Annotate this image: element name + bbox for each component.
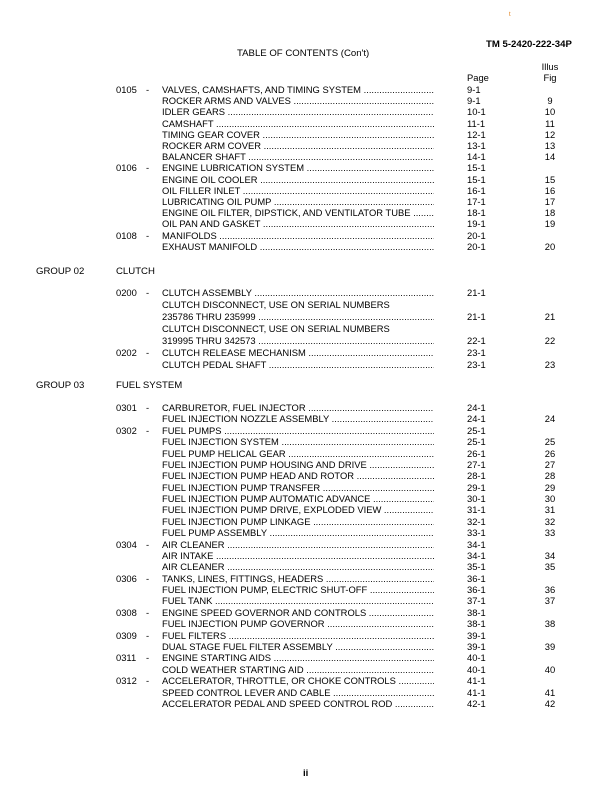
column-header-page: Page bbox=[467, 72, 489, 83]
toc-code: 0106 bbox=[116, 162, 137, 174]
toc-entry-title: ENGINE STARTING AIDS ..... bbox=[162, 652, 434, 663]
toc-entry-title: TANKS, LINES, FITTINGS, HEADERS ..... bbox=[162, 573, 434, 584]
toc-entry-title: ENGINE LUBRICATION SYSTEM ..... bbox=[162, 162, 434, 173]
toc-page-number: 18-1 bbox=[467, 207, 486, 219]
toc-page-number: 27-1 bbox=[467, 458, 486, 470]
toc-page-number: 39-1 bbox=[467, 640, 486, 652]
toc-code: 0306 bbox=[116, 572, 137, 584]
toc-row bbox=[0, 630, 612, 641]
toc-entry-title: LUBRICATING OIL PUMP ..... bbox=[162, 196, 434, 207]
toc-entry-title: FUEL PUMP HELICAL GEAR ..... bbox=[162, 448, 434, 459]
toc-page-number: 23-1 bbox=[467, 346, 486, 358]
toc-code: 0202 bbox=[116, 346, 137, 358]
toc-entry-title: ENGINE OIL COOLER ..... bbox=[162, 174, 434, 185]
toc-row bbox=[0, 448, 612, 459]
toc-row bbox=[0, 84, 612, 95]
toc-dash: - bbox=[146, 652, 150, 664]
toc-entry-title: 319995 THRU 342573 ..... bbox=[162, 335, 434, 346]
toc-row bbox=[0, 436, 612, 447]
toc-row bbox=[0, 118, 612, 129]
toc-row bbox=[0, 573, 612, 584]
toc-dash: - bbox=[146, 402, 150, 413]
toc-fig-number: 42 bbox=[544, 697, 556, 709]
orange-mark: t bbox=[509, 12, 511, 18]
toc-fig-number: 32 bbox=[544, 515, 556, 527]
toc-row bbox=[0, 299, 612, 310]
toc-page-number: 40-1 bbox=[467, 663, 486, 675]
toc-page-number: 14-1 bbox=[467, 151, 486, 163]
toc-page-number: 37-1 bbox=[467, 595, 486, 607]
toc-page-number: 20-1 bbox=[467, 240, 486, 252]
toc-entry-title: MANIFOLDS ..... bbox=[162, 230, 434, 241]
toc-entry-title: CLUTCH DISCONNECT, USE ON SERIAL NUMBERS bbox=[162, 298, 390, 310]
toc-entry-title: 235786 THRU 235999 ..... bbox=[162, 311, 434, 322]
toc-entry-title: FUEL INJECTION SYSTEM ..... bbox=[162, 436, 434, 447]
toc-page-number: 30-1 bbox=[467, 493, 486, 505]
toc-page-number: 17-1 bbox=[467, 196, 486, 207]
toc-page-number: 32-1 bbox=[467, 515, 486, 527]
toc-row bbox=[0, 106, 612, 117]
toc-fig-number: 37 bbox=[544, 595, 556, 607]
toc-row bbox=[0, 493, 612, 504]
toc-entry-title: AIR INTAKE ..... bbox=[162, 550, 434, 561]
toc-entry-title: CARBURETOR, FUEL INJECTOR ..... bbox=[162, 402, 434, 413]
toc-fig-number: 39 bbox=[544, 640, 556, 652]
toc-page-number: 22-1 bbox=[467, 334, 486, 346]
toc-entry-title: FUEL PUMPS ..... bbox=[162, 425, 434, 436]
toc-row bbox=[0, 584, 612, 595]
toc-code: 0311 bbox=[116, 652, 137, 664]
toc-page-number: 24-1 bbox=[467, 402, 486, 413]
toc-dash: - bbox=[146, 424, 150, 436]
toc-row bbox=[0, 335, 612, 346]
toc-fig-number: 24 bbox=[544, 413, 556, 425]
toc-row bbox=[0, 675, 612, 686]
toc-row bbox=[0, 516, 612, 527]
toc-code: 0312 bbox=[116, 675, 137, 687]
toc-row bbox=[0, 470, 612, 481]
toc-row bbox=[0, 402, 612, 413]
toc-row bbox=[0, 311, 612, 322]
toc-entry-title: FUEL PUMP ASSEMBLY ..... bbox=[162, 527, 434, 538]
toc-row bbox=[0, 413, 612, 424]
toc-entry-title: FUEL INJECTION PUMP HEAD AND ROTOR ..... bbox=[162, 470, 434, 481]
toc-row bbox=[0, 207, 612, 218]
toc-entry-title: AIR CLEANER ..... bbox=[162, 561, 434, 572]
toc-entry-title: FUEL INJECTION PUMP LINKAGE ..... bbox=[162, 516, 434, 527]
toc-fig-number: 12 bbox=[544, 128, 556, 140]
toc-fig-number: 35 bbox=[544, 561, 556, 573]
toc-page-number: 39-1 bbox=[467, 629, 486, 641]
toc-page-number: 21-1 bbox=[467, 287, 486, 298]
toc-page-number: 24-1 bbox=[467, 413, 486, 425]
toc-fig-number: 41 bbox=[544, 686, 556, 698]
page-number: ii bbox=[303, 768, 309, 779]
toc-entry-title: IDLER GEARS ..... bbox=[162, 106, 434, 117]
toc-row bbox=[0, 504, 612, 515]
group-label: GROUP 03 bbox=[36, 380, 85, 391]
toc-fig-number: 11 bbox=[545, 117, 555, 129]
toc-entry-title: SPEED CONTROL LEVER AND CABLE ..... bbox=[162, 687, 434, 698]
toc-dash: - bbox=[146, 287, 150, 298]
toc-row bbox=[0, 287, 612, 298]
toc-page-number: 36-1 bbox=[467, 584, 486, 596]
toc-entry-title: FUEL FILTERS ..... bbox=[162, 630, 434, 641]
toc-dash: - bbox=[146, 675, 150, 687]
toc-code: 0301 bbox=[116, 402, 137, 413]
toc-dash: - bbox=[146, 84, 150, 95]
toc-page-number: 34-1 bbox=[467, 538, 486, 550]
toc-row bbox=[0, 607, 612, 618]
toc-row bbox=[0, 359, 612, 370]
toc-fig-number: 23 bbox=[544, 358, 556, 370]
toc-entry-title: VALVES, CAMSHAFTS, AND TIMING SYSTEM ..... bbox=[162, 84, 434, 95]
toc-entry-title: CLUTCH DISCONNECT, USE ON SERIAL NUMBERS bbox=[162, 322, 390, 334]
toc-page-number: 38-1 bbox=[467, 618, 486, 630]
toc-page-number: 41-1 bbox=[467, 686, 486, 698]
toc-fig-number: 40 bbox=[544, 663, 556, 675]
toc-entry-title: ENGINE OIL FILTER, DIPSTICK, AND VENTILATOR TUBE ..... bbox=[162, 207, 434, 218]
toc-row bbox=[0, 595, 612, 606]
toc-fig-number: 13 bbox=[544, 140, 556, 151]
toc-entry-title: ACCELERATOR PEDAL AND SPEED CONTROL ROD ..... bbox=[162, 698, 434, 709]
toc-fig-number: 29 bbox=[544, 481, 556, 493]
toc-entry-title: CAMSHAFT ..... bbox=[162, 118, 434, 129]
toc-entry-title: OIL PAN AND GASKET ..... bbox=[162, 218, 434, 229]
toc-fig-number: 25 bbox=[544, 436, 556, 448]
document-number: TM 5-2420-222-34P bbox=[486, 39, 572, 50]
toc-row bbox=[0, 95, 612, 106]
toc-code: 0309 bbox=[116, 629, 137, 641]
toc-fig-number: 10 bbox=[544, 106, 556, 118]
toc-page-number: 15-1 bbox=[467, 173, 486, 185]
toc-entry-title: FUEL INJECTION PUMP, ELECTRIC SHUT-OFF ..... bbox=[162, 584, 434, 595]
toc-dash: - bbox=[146, 346, 150, 358]
toc-fig-number: 27 bbox=[544, 458, 556, 470]
toc-fig-number: 18 bbox=[544, 207, 556, 219]
toc-page-number: 31-1 bbox=[467, 504, 486, 516]
group-label: GROUP 02 bbox=[36, 266, 85, 277]
toc-row bbox=[0, 323, 612, 334]
toc-page-number: 9-1 bbox=[467, 84, 481, 95]
toc-row bbox=[0, 482, 612, 493]
group-title: CLUTCH bbox=[116, 266, 155, 277]
toc-page-number: 26-1 bbox=[467, 447, 486, 459]
toc-title: TABLE OF CONTENTS (Con't) bbox=[237, 48, 370, 59]
toc-fig-number: 26 bbox=[544, 447, 556, 459]
toc-fig-number: 38 bbox=[544, 618, 556, 630]
toc-fig-number: 22 bbox=[544, 334, 556, 346]
toc-page-number: 13-1 bbox=[467, 140, 486, 151]
toc-code: 0304 bbox=[116, 538, 137, 550]
toc-entry-title: ROCKER ARM COVER ..... bbox=[162, 140, 434, 151]
toc-row bbox=[0, 218, 612, 229]
toc-code: 0302 bbox=[116, 424, 137, 436]
toc-page-number: 41-1 bbox=[467, 675, 486, 687]
toc-page-number: 9-1 bbox=[467, 95, 481, 107]
toc-code: 0105 bbox=[116, 84, 137, 95]
toc-entry-title: ENGINE SPEED GOVERNOR AND CONTROLS ..... bbox=[162, 607, 434, 618]
toc-fig-number: 15 bbox=[544, 173, 556, 185]
toc-page-number: 12-1 bbox=[467, 128, 486, 140]
toc-row bbox=[0, 425, 612, 436]
toc-entry-title: FUEL INJECTION PUMP HOUSING AND DRIVE ..... bbox=[162, 459, 434, 470]
toc-entry-title: TIMING GEAR COVER ..... bbox=[162, 129, 434, 140]
toc-row bbox=[0, 241, 612, 252]
toc-fig-number: 28 bbox=[544, 470, 556, 482]
toc-row bbox=[0, 162, 612, 173]
toc-fig-number: 36 bbox=[544, 584, 556, 596]
toc-row bbox=[0, 698, 612, 709]
toc-row bbox=[0, 641, 612, 652]
toc-fig-number: 31 bbox=[544, 504, 556, 516]
toc-page-number: 15-1 bbox=[467, 162, 486, 174]
toc-entry-title: FUEL INJECTION PUMP AUTOMATIC ADVANCE ..... bbox=[162, 493, 434, 504]
toc-dash: - bbox=[146, 629, 150, 641]
toc-entry-title: FUEL INJECTION NOZZLE ASSEMBLY ..... bbox=[162, 413, 434, 424]
toc-fig-number: 34 bbox=[544, 549, 556, 561]
toc-dash: - bbox=[146, 572, 150, 584]
toc-page-number: 40-1 bbox=[467, 652, 486, 664]
toc-entry-title: AIR CLEANER ..... bbox=[162, 539, 434, 550]
toc-page-number: 11-1 bbox=[467, 117, 486, 129]
toc-row bbox=[0, 185, 612, 196]
group-title: FUEL SYSTEM bbox=[116, 380, 183, 391]
toc-code: 0108 bbox=[116, 229, 137, 241]
toc-code: 0308 bbox=[116, 606, 137, 618]
column-header-illus: Illus bbox=[541, 61, 559, 72]
toc-page-number: 16-1 bbox=[467, 184, 486, 196]
toc-row bbox=[0, 347, 612, 358]
toc-row bbox=[0, 196, 612, 207]
toc-entry-title: FUEL INJECTION PUMP GOVERNOR ..... bbox=[162, 618, 434, 629]
toc-row bbox=[0, 129, 612, 140]
toc-row bbox=[0, 174, 612, 185]
toc-row bbox=[0, 539, 612, 550]
toc-entry-title: EXHAUST MANIFOLD ..... bbox=[162, 241, 434, 252]
toc-page-number: 35-1 bbox=[467, 561, 486, 573]
toc-entry-title: FUEL INJECTION PUMP DRIVE, EXPLODED VIEW ..... bbox=[162, 504, 434, 515]
toc-row bbox=[0, 618, 612, 629]
toc-page-number: 21-1 bbox=[467, 310, 486, 322]
toc-fig-number: 21 bbox=[544, 310, 556, 322]
toc-entry-title: CLUTCH RELEASE MECHANISM ..... bbox=[162, 347, 434, 358]
toc-dash: - bbox=[146, 229, 150, 241]
toc-fig-number: 19 bbox=[544, 218, 556, 230]
toc-page-number: 33-1 bbox=[467, 527, 486, 539]
toc-row bbox=[0, 652, 612, 663]
toc-row bbox=[0, 527, 612, 538]
toc-page-number: 25-1 bbox=[467, 424, 486, 436]
toc-page-number: 42-1 bbox=[467, 697, 486, 709]
toc-row bbox=[0, 687, 612, 698]
column-header-fig: Fig bbox=[543, 72, 557, 83]
toc-fig-number: 33 bbox=[544, 527, 556, 539]
toc-page-number: 20-1 bbox=[467, 229, 486, 241]
toc-row bbox=[0, 140, 612, 151]
toc-page-number: 23-1 bbox=[467, 358, 486, 370]
toc-fig-number: 9 bbox=[547, 95, 553, 107]
toc-entry-title: FUEL TANK ..... bbox=[162, 595, 434, 606]
toc-entry-title: CLUTCH PEDAL SHAFT ..... bbox=[162, 359, 434, 370]
toc-fig-number: 17 bbox=[544, 196, 556, 207]
toc-fig-number: 30 bbox=[544, 493, 556, 505]
toc-row bbox=[0, 561, 612, 572]
toc-page-number: 34-1 bbox=[467, 549, 486, 561]
toc-fig-number: 14 bbox=[544, 151, 556, 163]
toc-page-number: 19-1 bbox=[467, 218, 486, 230]
toc-dash: - bbox=[146, 606, 150, 618]
toc-entry-title: OIL FILLER INLET ..... bbox=[162, 185, 434, 196]
toc-row bbox=[0, 151, 612, 162]
toc-entry-title: BALANCER SHAFT ..... bbox=[162, 151, 434, 162]
toc-row bbox=[0, 459, 612, 470]
toc-entry-title: COLD WEATHER STARTING AID ..... bbox=[162, 664, 434, 675]
toc-entry-title: DUAL STAGE FUEL FILTER ASSEMBLY ..... bbox=[162, 641, 434, 652]
toc-entry-title: CLUTCH ASSEMBLY ..... bbox=[162, 287, 434, 298]
toc-row bbox=[0, 664, 612, 675]
toc-page-number: 38-1 bbox=[467, 606, 486, 618]
toc-page-number: 29-1 bbox=[467, 481, 486, 493]
toc-code: 0200 bbox=[116, 287, 137, 298]
toc-row bbox=[0, 550, 612, 561]
toc-dash: - bbox=[146, 162, 150, 174]
toc-page-number: 36-1 bbox=[467, 572, 486, 584]
toc-entry-title: ROCKER ARMS AND VALVES ..... bbox=[162, 95, 434, 106]
toc-entry-title: FUEL INJECTION PUMP TRANSFER ..... bbox=[162, 482, 434, 493]
toc-page-number: 10-1 bbox=[467, 106, 486, 118]
toc-entry-title: ACCELERATOR, THROTTLE, OR CHOKE CONTROLS ..... bbox=[162, 675, 434, 686]
toc-page-number: 25-1 bbox=[467, 436, 486, 448]
toc-row bbox=[0, 230, 612, 241]
toc-page-number: 28-1 bbox=[467, 470, 486, 482]
toc-fig-number: 16 bbox=[544, 184, 556, 196]
toc-dash: - bbox=[146, 538, 150, 550]
toc-fig-number: 20 bbox=[544, 240, 556, 252]
